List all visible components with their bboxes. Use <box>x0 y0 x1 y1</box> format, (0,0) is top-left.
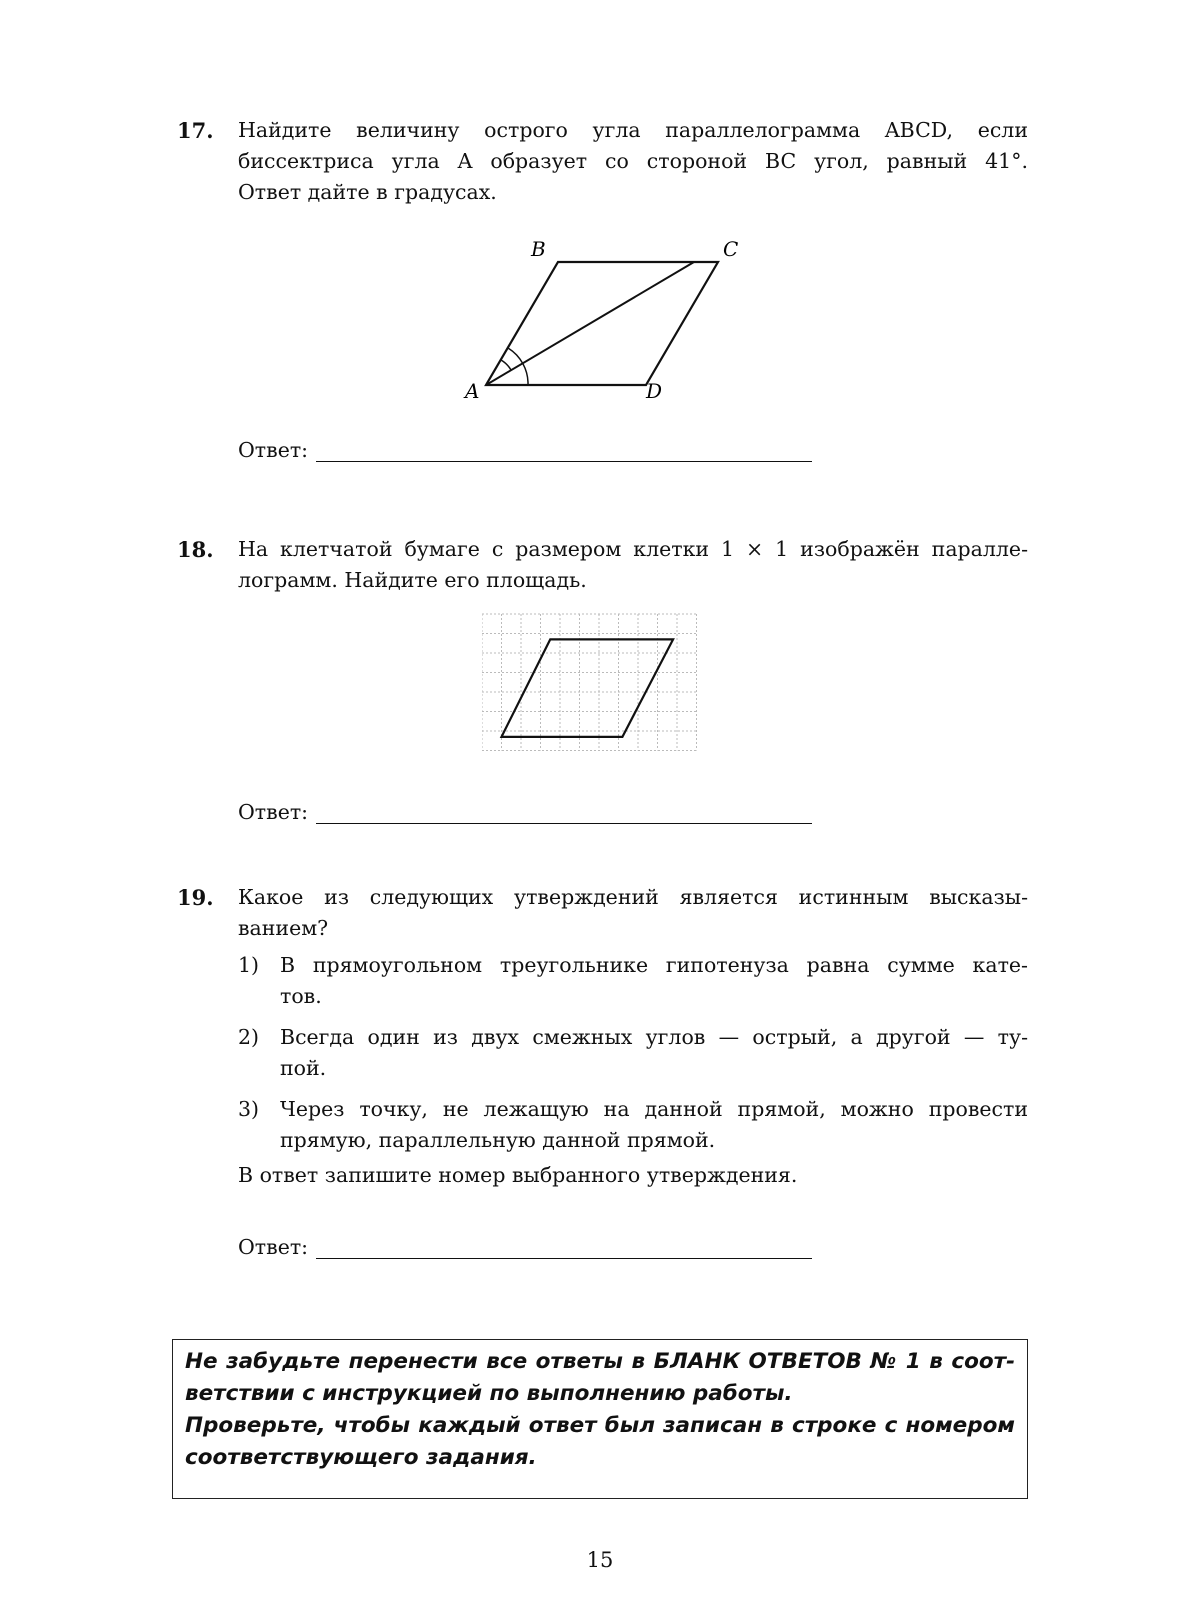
notice-line: соответствующего задания. <box>185 1445 537 1470</box>
parallelogram-figure <box>440 230 760 410</box>
options-list <box>238 950 1028 1166</box>
task-text <box>238 115 1028 208</box>
option-item <box>238 950 1028 1012</box>
answer-row <box>238 800 812 824</box>
vertex-label-a: A <box>465 379 480 403</box>
option-item <box>238 1094 1028 1156</box>
parallelogram-abcd <box>486 262 718 385</box>
option-text-line: В прямоугольном треугольнике гипотенуза равна сумме кате- <box>280 953 1028 977</box>
task-text-line: ванием? <box>238 916 329 940</box>
answer-label: Ответ: <box>238 1235 309 1259</box>
grid-figure <box>482 612 712 772</box>
answer-field[interactable] <box>316 1238 812 1259</box>
grid-parallelogram <box>502 639 674 737</box>
option-text-line: пой. <box>280 1056 327 1080</box>
answer-label: Ответ: <box>238 438 309 462</box>
task-number: 17. <box>177 118 214 143</box>
notice-line: ветствии с инструкцией по выполнению работы. <box>185 1381 793 1406</box>
vertex-label-b: B <box>531 237 546 261</box>
task-text-line: На клетчатой бумаге с размером клетки 1 × 1 изображён паралле- <box>238 537 1028 561</box>
task-text-line: Какое из следующих утверждений является истинным высказы- <box>238 885 1028 909</box>
task-text-line: Найдите величину острого угла параллелограмма ABCD, если <box>238 118 1028 142</box>
option-number: 2) <box>238 1025 260 1049</box>
angle-arc-inner <box>501 360 511 370</box>
task-text <box>238 534 1028 596</box>
option-text-line: Всегда один из двух смежных углов — острый, а другой — ту- <box>280 1025 1028 1049</box>
option-text-line: тов. <box>280 984 322 1008</box>
vertex-label-d: D <box>646 379 663 403</box>
task-text <box>238 882 1028 944</box>
task-text-line: Ответ дайте в градусах. <box>238 180 497 204</box>
reminder-notice <box>172 1339 1028 1499</box>
notice-line: Не забудьте перенести все ответы в БЛАНК ОТВЕТОВ № 1 в соот- <box>185 1349 1015 1374</box>
task-text-line: лограмм. Найдите его площадь. <box>238 568 587 592</box>
task-number: 19. <box>177 885 214 910</box>
task-number: 18. <box>177 537 214 562</box>
vertex-label-c: C <box>723 237 739 261</box>
notice-line: Проверьте, чтобы каждый ответ был записан в строке с номером <box>185 1413 1015 1438</box>
page-number: 15 <box>586 1548 614 1572</box>
answer-label: Ответ: <box>238 800 309 824</box>
answer-field[interactable] <box>316 803 812 824</box>
bisector-line <box>486 262 694 385</box>
task-text-line: биссектриса угла A образует со стороной BC угол, равный 41°. <box>238 149 1028 173</box>
answer-row <box>238 438 812 462</box>
option-text-line: прямую, параллельную данной прямой. <box>280 1128 716 1152</box>
option-item <box>238 1022 1028 1084</box>
answer-row <box>238 1235 812 1259</box>
option-number: 1) <box>238 953 260 977</box>
option-text-line: Через точку, не лежащую на данной прямой, можно провести <box>280 1097 1028 1121</box>
answer-field[interactable] <box>316 441 812 462</box>
instruction-text: В ответ запишите номер выбранного утверждения. <box>238 1163 798 1187</box>
option-number: 3) <box>238 1097 260 1121</box>
